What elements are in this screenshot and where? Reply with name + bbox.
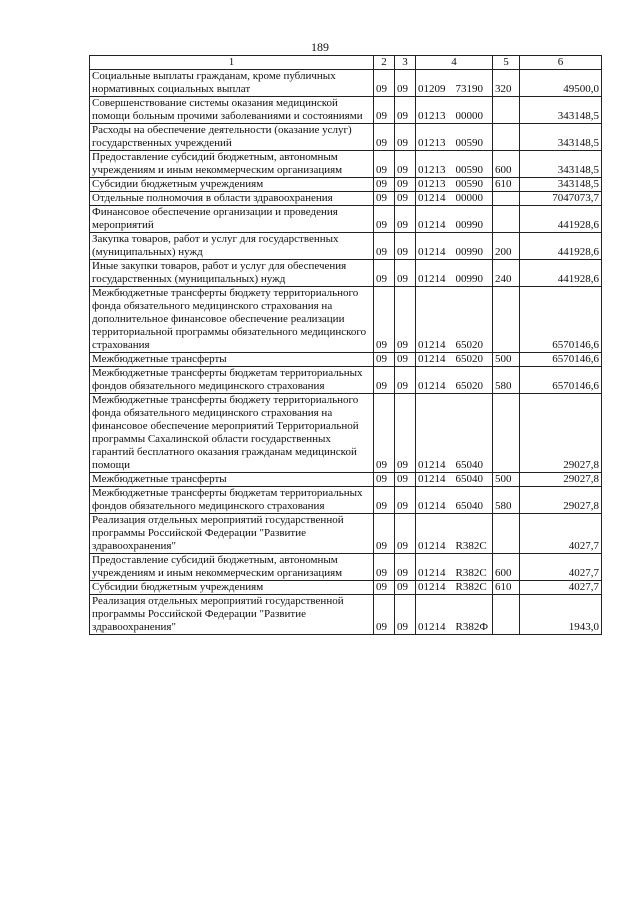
row-subsection: 09 — [395, 487, 416, 514]
target-code-direction: 65020 — [455, 380, 483, 392]
row-subsection: 09 — [395, 287, 416, 353]
target-code-direction: R382C — [455, 581, 487, 593]
row-section: 09 — [374, 233, 395, 260]
target-code-program: 01214 — [418, 380, 446, 392]
target-code-direction: 65020 — [455, 353, 483, 365]
row-expense-type: 580 — [493, 367, 520, 394]
budget-table — [89, 55, 602, 635]
row-target-code — [416, 487, 493, 514]
target-code-program: 01213 — [418, 110, 446, 122]
table-row — [90, 192, 602, 206]
row-name: Финансовое обеспечение организации и проведения мероприятий — [90, 206, 374, 233]
page-number: 189 — [311, 40, 329, 54]
row-subsection: 09 — [395, 514, 416, 554]
row-target-code — [416, 97, 493, 124]
row-amount: 441928,6 — [520, 206, 602, 233]
row-section: 09 — [374, 353, 395, 367]
table-row — [90, 581, 602, 595]
row-subsection: 09 — [395, 473, 416, 487]
table-row — [90, 367, 602, 394]
table-row — [90, 554, 602, 581]
row-name: Межбюджетные трансферты — [90, 473, 374, 487]
row-subsection: 09 — [395, 97, 416, 124]
table-row — [90, 353, 602, 367]
row-amount: 6570146,6 — [520, 367, 602, 394]
target-code-direction: 73190 — [455, 83, 483, 95]
row-expense-type: 580 — [493, 487, 520, 514]
column-header: 6 — [520, 56, 602, 70]
row-amount: 49500,0 — [520, 70, 602, 97]
row-amount: 7047073,7 — [520, 192, 602, 206]
row-target-code — [416, 353, 493, 367]
row-subsection: 09 — [395, 260, 416, 287]
table-row — [90, 97, 602, 124]
header-row — [90, 56, 602, 70]
target-code-direction: 00000 — [455, 110, 483, 122]
row-name: Отдельные полномочия в области здравоохранения — [90, 192, 374, 206]
target-code-direction: R382C — [455, 540, 487, 552]
table-row — [90, 514, 602, 554]
row-amount: 29027,8 — [520, 487, 602, 514]
row-section: 09 — [374, 487, 395, 514]
table-row — [90, 151, 602, 178]
target-code-direction: 65020 — [455, 339, 483, 351]
row-target-code — [416, 151, 493, 178]
table-row — [90, 178, 602, 192]
row-target-code — [416, 233, 493, 260]
target-code-direction: 65040 — [455, 473, 483, 485]
row-subsection: 09 — [395, 124, 416, 151]
row-section: 09 — [374, 178, 395, 192]
row-target-code — [416, 287, 493, 353]
row-subsection: 09 — [395, 192, 416, 206]
row-amount: 29027,8 — [520, 394, 602, 473]
row-amount: 343148,5 — [520, 97, 602, 124]
row-subsection: 09 — [395, 178, 416, 192]
row-section: 09 — [374, 554, 395, 581]
row-section: 09 — [374, 394, 395, 473]
row-amount: 4027,7 — [520, 581, 602, 595]
row-section: 09 — [374, 192, 395, 206]
row-subsection: 09 — [395, 233, 416, 260]
target-code-direction: 00990 — [455, 246, 483, 258]
row-expense-type — [493, 206, 520, 233]
row-subsection: 09 — [395, 206, 416, 233]
row-subsection: 09 — [395, 367, 416, 394]
target-code-program: 01214 — [418, 621, 446, 633]
row-amount: 1943,0 — [520, 595, 602, 635]
row-amount: 29027,8 — [520, 473, 602, 487]
row-amount: 343148,5 — [520, 151, 602, 178]
row-expense-type — [493, 514, 520, 554]
row-target-code — [416, 260, 493, 287]
target-code-direction: 65040 — [455, 459, 483, 471]
target-code-program: 01214 — [418, 500, 446, 512]
row-expense-type — [493, 287, 520, 353]
column-header: 4 — [416, 56, 493, 70]
row-name: Межбюджетные трансферты бюджетам территориальных фондов обязательного медицинского страхования — [90, 367, 374, 394]
target-code-program: 01214 — [418, 353, 446, 365]
target-code-program: 01214 — [418, 339, 446, 351]
row-expense-type: 600 — [493, 554, 520, 581]
target-code-program: 01214 — [418, 540, 446, 552]
column-header: 2 — [374, 56, 395, 70]
row-expense-type: 500 — [493, 473, 520, 487]
target-code-direction: 00990 — [455, 273, 483, 285]
row-name: Совершенствование системы оказания медицинской помощи больным прочими заболеваниями и состояниями — [90, 97, 374, 124]
row-target-code — [416, 394, 493, 473]
row-amount: 6570146,6 — [520, 287, 602, 353]
table-row — [90, 233, 602, 260]
table-row — [90, 394, 602, 473]
row-name: Субсидии бюджетным учреждениям — [90, 581, 374, 595]
row-target-code — [416, 192, 493, 206]
target-code-program: 01213 — [418, 137, 446, 149]
target-code-direction: 00590 — [455, 178, 483, 190]
row-target-code — [416, 206, 493, 233]
row-section: 09 — [374, 206, 395, 233]
row-section: 09 — [374, 581, 395, 595]
table-row — [90, 70, 602, 97]
row-section: 09 — [374, 151, 395, 178]
row-section: 09 — [374, 287, 395, 353]
target-code-direction: 00000 — [455, 192, 483, 204]
row-expense-type: 200 — [493, 233, 520, 260]
table-row — [90, 124, 602, 151]
row-section: 09 — [374, 260, 395, 287]
target-code-program: 01214 — [418, 567, 446, 579]
target-code-direction: 00590 — [455, 137, 483, 149]
row-name: Предоставление субсидий бюджетным, автономным учреждениям и иным некоммерческим организациям — [90, 554, 374, 581]
row-name: Реализация отдельных мероприятий государственной программы Российской Федерации "Развитие здравоохранения" — [90, 514, 374, 554]
table-row — [90, 260, 602, 287]
row-expense-type: 600 — [493, 151, 520, 178]
target-code-program: 01209 — [418, 83, 446, 95]
target-code-program: 01214 — [418, 192, 446, 204]
row-section: 09 — [374, 124, 395, 151]
row-name: Иные закупки товаров, работ и услуг для обеспечения государственных (муниципальных) нужд — [90, 260, 374, 287]
row-section: 09 — [374, 514, 395, 554]
row-subsection: 09 — [395, 581, 416, 595]
row-section: 09 — [374, 367, 395, 394]
row-name: Межбюджетные трансферты бюджету территориального фонда обязательного медицинского страхования на финансовое обеспечение мероприятий Территориальной программы Сахалинской области государственных гарантий бесплатного оказания гражданам медицинской помощи — [90, 394, 374, 473]
target-code-direction: 00990 — [455, 219, 483, 231]
row-subsection: 09 — [395, 595, 416, 635]
column-header: 3 — [395, 56, 416, 70]
row-name: Предоставление субсидий бюджетным, автономным учреждениям и иным некоммерческим организациям — [90, 151, 374, 178]
column-header: 1 — [90, 56, 374, 70]
row-subsection: 09 — [395, 70, 416, 97]
table-row — [90, 287, 602, 353]
row-target-code — [416, 70, 493, 97]
row-name: Межбюджетные трансферты — [90, 353, 374, 367]
target-code-program: 01214 — [418, 581, 446, 593]
row-amount: 4027,7 — [520, 554, 602, 581]
row-name: Субсидии бюджетным учреждениям — [90, 178, 374, 192]
target-code-program: 01214 — [418, 473, 446, 485]
table-row — [90, 206, 602, 233]
row-expense-type — [493, 595, 520, 635]
column-header: 5 — [493, 56, 520, 70]
row-target-code — [416, 514, 493, 554]
row-expense-type: 320 — [493, 70, 520, 97]
row-target-code — [416, 595, 493, 635]
row-name: Реализация отдельных мероприятий государственной программы Российской Федерации "Развитие здравоохранения" — [90, 595, 374, 635]
row-expense-type: 610 — [493, 581, 520, 595]
target-code-direction: 65040 — [455, 500, 483, 512]
row-expense-type — [493, 124, 520, 151]
row-target-code — [416, 367, 493, 394]
row-section: 09 — [374, 70, 395, 97]
row-name: Социальные выплаты гражданам, кроме публичных нормативных социальных выплат — [90, 70, 374, 97]
row-name: Закупка товаров, работ и услуг для государственных (муниципальных) нужд — [90, 233, 374, 260]
table-row — [90, 487, 602, 514]
row-name: Межбюджетные трансферты бюджету территориального фонда обязательного медицинского страхования на дополнительное финансовое обеспечение реализации территориальной программы обязательного медицинского страхования — [90, 287, 374, 353]
row-section: 09 — [374, 97, 395, 124]
target-code-direction: R382C — [455, 567, 487, 579]
row-name: Расходы на обеспечение деятельности (оказание услуг) государственных учреждений — [90, 124, 374, 151]
target-code-program: 01213 — [418, 164, 446, 176]
row-section: 09 — [374, 595, 395, 635]
row-amount: 441928,6 — [520, 233, 602, 260]
row-section: 09 — [374, 473, 395, 487]
row-expense-type: 500 — [493, 353, 520, 367]
table-row — [90, 473, 602, 487]
row-amount: 343148,5 — [520, 124, 602, 151]
row-subsection: 09 — [395, 151, 416, 178]
target-code-direction: 00590 — [455, 164, 483, 176]
row-target-code — [416, 124, 493, 151]
row-subsection: 09 — [395, 554, 416, 581]
row-expense-type — [493, 394, 520, 473]
row-subsection: 09 — [395, 353, 416, 367]
table-row — [90, 595, 602, 635]
row-subsection: 09 — [395, 394, 416, 473]
row-target-code — [416, 581, 493, 595]
row-amount: 343148,5 — [520, 178, 602, 192]
row-amount: 6570146,6 — [520, 353, 602, 367]
row-target-code — [416, 178, 493, 192]
row-name: Межбюджетные трансферты бюджетам территориальных фондов обязательного медицинского страхования — [90, 487, 374, 514]
row-amount: 4027,7 — [520, 514, 602, 554]
target-code-direction: R382Ф — [455, 621, 489, 633]
row-amount: 441928,6 — [520, 260, 602, 287]
target-code-program: 01214 — [418, 219, 446, 231]
target-code-program: 01214 — [418, 246, 446, 258]
row-expense-type: 610 — [493, 178, 520, 192]
row-expense-type — [493, 192, 520, 206]
row-target-code — [416, 554, 493, 581]
target-code-program: 01214 — [418, 273, 446, 285]
row-expense-type: 240 — [493, 260, 520, 287]
row-target-code — [416, 473, 493, 487]
row-expense-type — [493, 97, 520, 124]
target-code-program: 01214 — [418, 459, 446, 471]
target-code-program: 01213 — [418, 178, 446, 190]
